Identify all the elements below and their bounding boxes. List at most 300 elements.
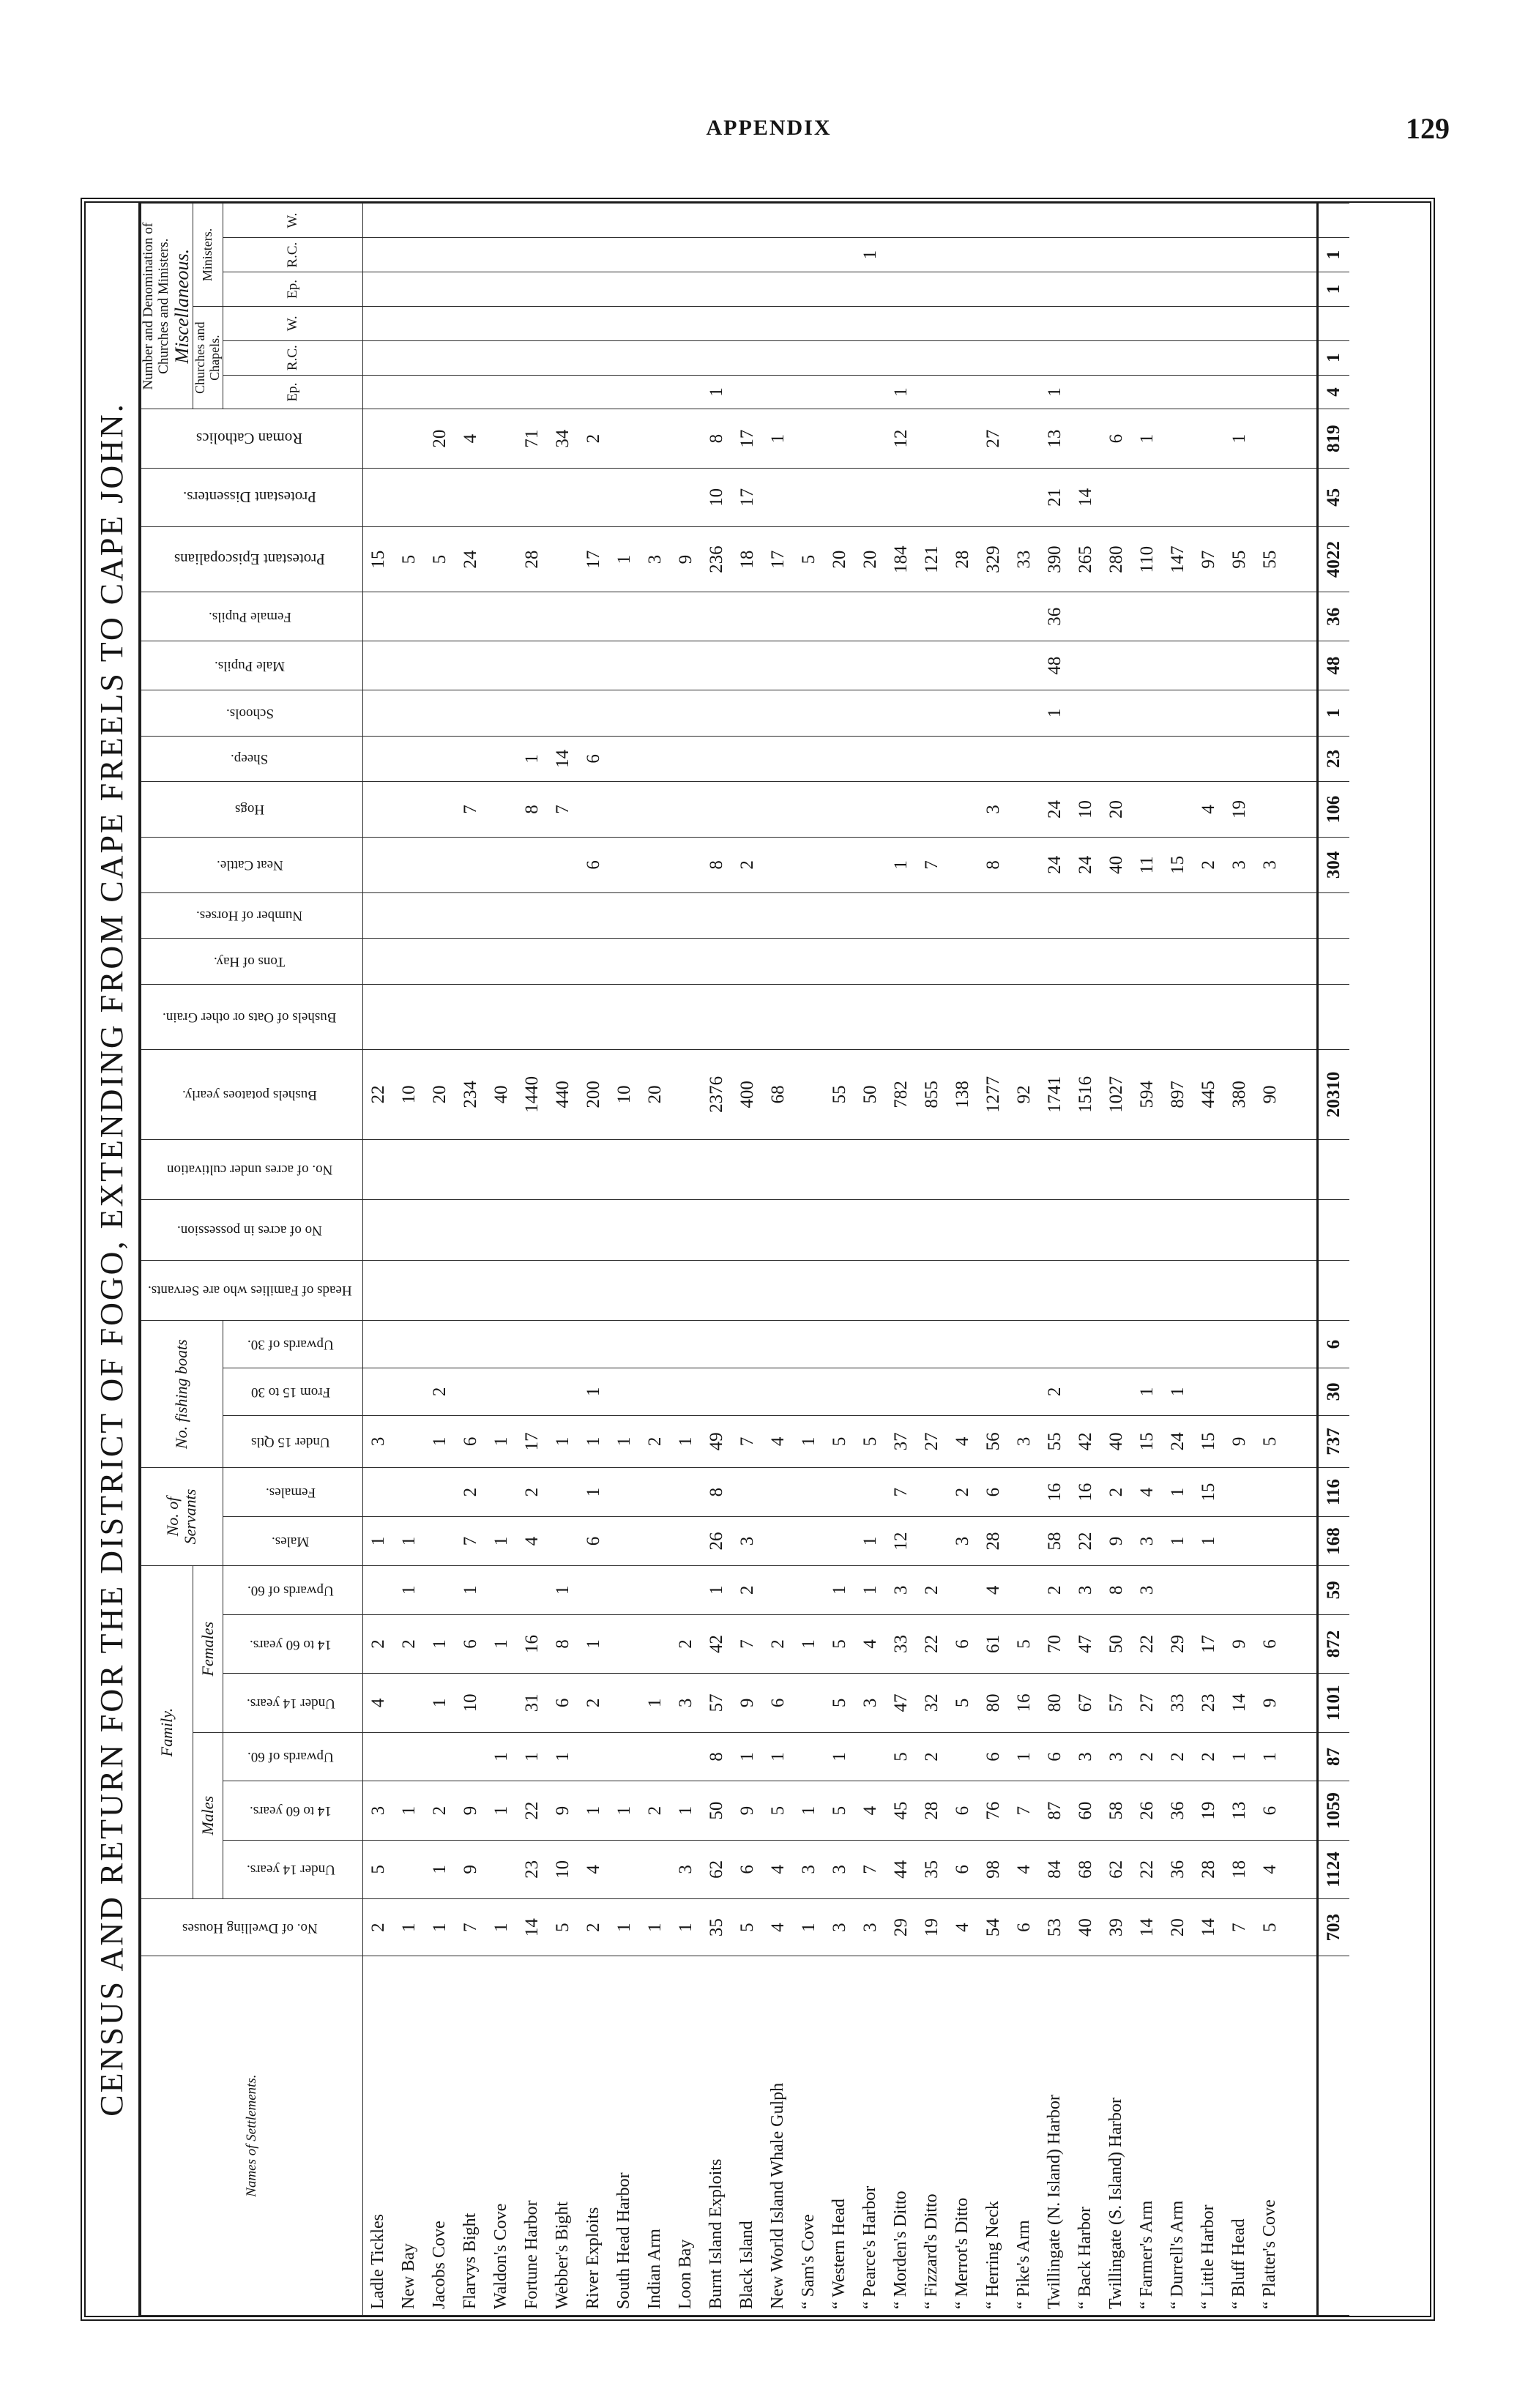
- cell-total-mo: 87: [1317, 1732, 1349, 1781]
- cell-fo: [640, 1565, 671, 1614]
- cell-fo: 3: [1070, 1565, 1101, 1614]
- cell-hor: [517, 892, 548, 938]
- cell-sch: [1009, 690, 1040, 736]
- cell-fo: [947, 1565, 978, 1614]
- cell-shp: [671, 736, 701, 781]
- cell-oat: [1101, 984, 1132, 1049]
- cell-pd: [1132, 468, 1163, 526]
- cell-mep: [548, 272, 578, 307]
- cell-mrc: [1101, 238, 1132, 272]
- cell-ap: [732, 1200, 763, 1261]
- cell-cep: 1: [701, 375, 732, 409]
- cell-cep: [1193, 375, 1224, 409]
- cell-shp: [1101, 736, 1132, 781]
- cell-fo: 1: [394, 1565, 425, 1614]
- running-head: [88, 112, 1450, 160]
- cell-ap: [362, 1200, 394, 1261]
- cell-pot: 400: [732, 1049, 763, 1139]
- cell-rcat: [1255, 409, 1286, 468]
- cell-mep: [1101, 272, 1132, 307]
- cell-shp: [917, 736, 947, 781]
- cell-mep: [671, 272, 701, 307]
- cell-hor: [609, 892, 640, 938]
- cell-sch: [394, 690, 425, 736]
- cell-hay: [362, 939, 394, 984]
- cell-sf: 6: [978, 1468, 1009, 1517]
- cell-sm: 26: [701, 1517, 732, 1566]
- cell-oat: [548, 984, 578, 1049]
- cell-sm: 1: [394, 1517, 425, 1566]
- cell-mrc: [1224, 238, 1255, 272]
- cell-mm: 6: [1255, 1781, 1286, 1840]
- header-male-14to60: 14 to 60 years.: [223, 1781, 362, 1840]
- cell-total-mrc: 1: [1317, 238, 1349, 272]
- cell-b1: 2: [640, 1415, 671, 1467]
- cell-b3: [1009, 1321, 1040, 1368]
- cell-mep: [455, 272, 486, 307]
- cell-rcat: 8: [701, 409, 732, 468]
- cell-pot: 68: [763, 1049, 794, 1139]
- cell-pot: 594: [1132, 1049, 1163, 1139]
- cell-cat: [824, 837, 855, 892]
- running-title: APPENDIX: [706, 116, 832, 140]
- cell-sch: [1224, 690, 1255, 736]
- cell-sch: [947, 690, 978, 736]
- cell-settlement-name: Burnt Island Exploits: [701, 1956, 732, 2316]
- cell-ac: [947, 1139, 978, 1200]
- cell-mrc: [1070, 238, 1101, 272]
- cell-b1: 5: [1255, 1415, 1286, 1467]
- cell-sch: [425, 690, 455, 736]
- cell-fm: 16: [517, 1614, 548, 1673]
- cell-fu: 9: [1255, 1674, 1286, 1732]
- cell-pot: 1516: [1070, 1049, 1101, 1139]
- cell-mrc: [455, 238, 486, 272]
- cell-pd: [794, 468, 824, 526]
- cell-hor: [763, 892, 794, 938]
- cell-cw: [1255, 306, 1286, 340]
- cell-cat: 7: [917, 837, 947, 892]
- cell-fm: 1: [486, 1614, 517, 1673]
- cell-pd: [1009, 468, 1040, 526]
- cell-oat: [763, 984, 794, 1049]
- cell-hor: [732, 892, 763, 938]
- cell-b1: 3: [362, 1415, 394, 1467]
- separator-cell: [1286, 1321, 1318, 1368]
- cell-fo: [671, 1565, 701, 1614]
- cell-mep: [1193, 272, 1224, 307]
- cell-ep: 5: [794, 527, 824, 592]
- cell-cep: [671, 375, 701, 409]
- cell-crc: [394, 340, 425, 375]
- cell-mp: [1163, 641, 1193, 690]
- cell-rcat: [1163, 409, 1193, 468]
- cell-crc: [640, 340, 671, 375]
- cell-mo: 1: [763, 1732, 794, 1781]
- cell-hor: [1163, 892, 1193, 938]
- cell-total-ep: 4022: [1317, 527, 1349, 592]
- separator-cell: [1286, 1200, 1318, 1261]
- cell-total-hs: [1317, 1260, 1349, 1321]
- cell-shp: [609, 736, 640, 781]
- cell-mu: 35: [917, 1840, 947, 1898]
- cell-mm: 7: [1009, 1781, 1040, 1840]
- cell-d: 1: [794, 1899, 824, 1956]
- cell-oat: [1255, 984, 1286, 1049]
- cell-shp: [362, 736, 394, 781]
- cell-cat: [1009, 837, 1040, 892]
- cell-hor: [362, 892, 394, 938]
- cell-mm: 13: [1224, 1781, 1255, 1840]
- cell-mep: [732, 272, 763, 307]
- cell-total-hor: [1317, 892, 1349, 938]
- cell-sf: 1: [578, 1468, 609, 1517]
- cell-mo: 1: [548, 1732, 578, 1781]
- cell-crc: [1101, 340, 1132, 375]
- separator-cell: [1286, 375, 1318, 409]
- cell-settlement-name: “ Durrell's Arm: [1163, 1956, 1193, 2316]
- cell-cw: [394, 306, 425, 340]
- census-table-frame: [81, 198, 1435, 2321]
- cell-mp: [824, 641, 855, 690]
- cell-settlement-name: “ Sam's Cove: [794, 1956, 824, 2316]
- cell-settlement-name: South Head Harbor: [609, 1956, 640, 2316]
- cell-fm: 4: [855, 1614, 886, 1673]
- cell-ac: [609, 1139, 640, 1200]
- cell-mo: [609, 1732, 640, 1781]
- cell-cat: [947, 837, 978, 892]
- cell-cw: [362, 306, 394, 340]
- cell-sm: 1: [1163, 1517, 1193, 1566]
- table-row: [1070, 204, 1101, 2316]
- cell-mp: [578, 641, 609, 690]
- cell-fo: 1: [855, 1565, 886, 1614]
- cell-d: 20: [1163, 1899, 1193, 1956]
- cell-mm: 1: [394, 1781, 425, 1840]
- cell-pot: 138: [947, 1049, 978, 1139]
- cell-cw: [455, 306, 486, 340]
- cell-mrc: [425, 238, 455, 272]
- cell-oat: [425, 984, 455, 1049]
- cell-hog: [394, 782, 425, 838]
- cell-mw: [455, 204, 486, 238]
- cell-sm: 58: [1040, 1517, 1070, 1566]
- cell-cep: [362, 375, 394, 409]
- cell-cat: 2: [732, 837, 763, 892]
- cell-b2: 1: [1132, 1368, 1163, 1416]
- header-miscellaneous: Miscellaneous.: [171, 248, 193, 364]
- table-row: [671, 204, 701, 2316]
- cell-hor: [824, 892, 855, 938]
- cell-mp: [640, 641, 671, 690]
- cell-cw: [1193, 306, 1224, 340]
- cell-sf: 1: [1163, 1468, 1193, 1517]
- cell-b2: [886, 1368, 917, 1416]
- cell-mp: [794, 641, 824, 690]
- header-male-pupils: Male Pupils.: [141, 641, 363, 690]
- separator-cell: [1286, 306, 1318, 340]
- cell-ep: 97: [1193, 527, 1224, 592]
- cell-rcat: 1: [1132, 409, 1163, 468]
- cell-cep: [1255, 375, 1286, 409]
- cell-mep: [978, 272, 1009, 307]
- cell-mw: [763, 204, 794, 238]
- cell-cw: [701, 306, 732, 340]
- cell-mw: [855, 204, 886, 238]
- cell-pot: 234: [455, 1049, 486, 1139]
- cell-b3: [1040, 1321, 1070, 1368]
- cell-fu: 1: [640, 1674, 671, 1732]
- cell-total-crc: 1: [1317, 340, 1349, 375]
- cell-pd: 17: [732, 468, 763, 526]
- cell-crc: [486, 340, 517, 375]
- cell-fm: 22: [917, 1614, 947, 1673]
- cell-settlement-name: Twillingate (N. Island) Harbor: [1040, 1956, 1070, 2316]
- cell-sch: [486, 690, 517, 736]
- cell-cat: [671, 837, 701, 892]
- cell-mw: [548, 204, 578, 238]
- cell-ep: [486, 527, 517, 592]
- cell-pd: [978, 468, 1009, 526]
- cell-cep: [609, 375, 640, 409]
- cell-cw: [886, 306, 917, 340]
- cell-cat: [425, 837, 455, 892]
- cell-b2: [794, 1368, 824, 1416]
- separator-cell: [1286, 1614, 1318, 1673]
- cell-sf: [548, 1468, 578, 1517]
- cell-b1: 15: [1132, 1415, 1163, 1467]
- cell-d: 1: [640, 1899, 671, 1956]
- cell-ap: [947, 1200, 978, 1261]
- cell-d: 19: [917, 1899, 947, 1956]
- cell-rcat: 12: [886, 409, 917, 468]
- cell-hs: [362, 1260, 394, 1321]
- cell-cep: [1163, 375, 1193, 409]
- cell-shp: [394, 736, 425, 781]
- cell-mep: [425, 272, 455, 307]
- cell-mw: [609, 204, 640, 238]
- cell-sf: 2: [947, 1468, 978, 1517]
- cell-b3: [640, 1321, 671, 1368]
- cell-ep: 1: [609, 527, 640, 592]
- cell-fu: 5: [947, 1674, 978, 1732]
- cell-ac: [486, 1139, 517, 1200]
- cell-fm: 6: [1255, 1614, 1286, 1673]
- cell-fp: [978, 592, 1009, 641]
- cell-mo: [947, 1732, 978, 1781]
- cell-mp: [1224, 641, 1255, 690]
- cell-ap: [1101, 1200, 1132, 1261]
- cell-pot: 1741: [1040, 1049, 1070, 1139]
- cell-mep: [824, 272, 855, 307]
- cell-d: 35: [701, 1899, 732, 1956]
- cell-mm: 28: [917, 1781, 947, 1840]
- cell-fu: 32: [917, 1674, 947, 1732]
- table-row: [362, 204, 394, 2316]
- cell-ep: 28: [517, 527, 548, 592]
- cell-oat: [455, 984, 486, 1049]
- cell-fp: 36: [1040, 592, 1070, 641]
- cell-ep: 5: [394, 527, 425, 592]
- page-number: 129: [1406, 112, 1450, 145]
- cell-sm: [1255, 1517, 1286, 1566]
- cell-hor: [1101, 892, 1132, 938]
- cell-b3: [978, 1321, 1009, 1368]
- cell-hog: [763, 782, 794, 838]
- cell-ep: 20: [855, 527, 886, 592]
- cell-ac: [548, 1139, 578, 1200]
- cell-fo: [763, 1565, 794, 1614]
- cell-mp: [978, 641, 1009, 690]
- cell-total-d: 703: [1317, 1899, 1349, 1956]
- cell-d: 40: [1070, 1899, 1101, 1956]
- cell-cep: [640, 375, 671, 409]
- cell-hs: [517, 1260, 548, 1321]
- cell-sf: [1009, 1468, 1040, 1517]
- separator-cell: [1286, 1368, 1318, 1416]
- cell-total-pot: 20310: [1317, 1049, 1349, 1139]
- cell-b3: [794, 1321, 824, 1368]
- cell-cat: [794, 837, 824, 892]
- cell-ap: [517, 1200, 548, 1261]
- cell-ap: [486, 1200, 517, 1261]
- cell-cep: 1: [1040, 375, 1070, 409]
- header-family: Family.: [141, 1565, 193, 1898]
- cell-mu: 36: [1163, 1840, 1193, 1898]
- cell-cw: [486, 306, 517, 340]
- cell-cw: [671, 306, 701, 340]
- cell-b2: [947, 1368, 978, 1416]
- cell-b1: 1: [548, 1415, 578, 1467]
- cell-rcat: 20: [425, 409, 455, 468]
- cell-hor: [578, 892, 609, 938]
- cell-ac: [794, 1139, 824, 1200]
- cell-mo: 5: [886, 1732, 917, 1781]
- cell-fu: 67: [1070, 1674, 1101, 1732]
- cell-settlement-name: Webber's Bight: [548, 1956, 578, 2316]
- cell-fm: 2: [394, 1614, 425, 1673]
- cell-b3: [362, 1321, 394, 1368]
- cell-mp: [1255, 641, 1286, 690]
- cell-hor: [1224, 892, 1255, 938]
- table-row: [947, 204, 978, 2316]
- cell-shp: [886, 736, 917, 781]
- cell-shp: [1255, 736, 1286, 781]
- table-row: [548, 204, 578, 2316]
- cell-mo: 1: [1255, 1732, 1286, 1781]
- cell-d: 7: [455, 1899, 486, 1956]
- cell-pd: [1163, 468, 1193, 526]
- cell-cep: [794, 375, 824, 409]
- cell-total-mm: 1059: [1317, 1781, 1349, 1840]
- cell-cw: [1070, 306, 1101, 340]
- separator-cell: [1286, 1565, 1318, 1614]
- cell-mo: [455, 1732, 486, 1781]
- cell-sf: [486, 1468, 517, 1517]
- cell-mw: [1163, 204, 1193, 238]
- cell-mw: [978, 204, 1009, 238]
- cell-hay: [978, 939, 1009, 984]
- cell-cw: [1163, 306, 1193, 340]
- cell-mrc: [1255, 238, 1286, 272]
- cell-mrc: [732, 238, 763, 272]
- header-catholics: Roman Catholics: [141, 409, 363, 468]
- cell-mm: 2: [425, 1781, 455, 1840]
- cell-hay: [486, 939, 517, 984]
- separator-cell: [1286, 1260, 1318, 1321]
- cell-fm: 1: [425, 1614, 455, 1673]
- cell-mo: [794, 1732, 824, 1781]
- cell-cep: [1009, 375, 1040, 409]
- cell-sch: [517, 690, 548, 736]
- cell-mp: [886, 641, 917, 690]
- cell-shp: [1132, 736, 1163, 781]
- cell-fu: 27: [1132, 1674, 1163, 1732]
- cell-total-shp: 23: [1317, 736, 1349, 781]
- separator-cell: [1286, 736, 1318, 781]
- cell-crc: [425, 340, 455, 375]
- cell-cep: [947, 375, 978, 409]
- cell-mep: [794, 272, 824, 307]
- cell-hs: [763, 1260, 794, 1321]
- cell-mm: 4: [855, 1781, 886, 1840]
- cell-mw: [578, 204, 609, 238]
- cell-pot: 897: [1163, 1049, 1193, 1139]
- cell-ap: [824, 1200, 855, 1261]
- header-minister-ep: Ep.: [223, 272, 362, 307]
- cell-settlement-name: Fortune Harbor: [517, 1956, 548, 2316]
- cell-mep: [701, 272, 732, 307]
- cell-pot: 380: [1224, 1049, 1255, 1139]
- cell-crc: [1040, 340, 1070, 375]
- cell-sm: 1: [1193, 1517, 1224, 1566]
- cell-mw: [1193, 204, 1224, 238]
- cell-fo: [794, 1565, 824, 1614]
- cell-ap: [1070, 1200, 1101, 1261]
- cell-oat: [394, 984, 425, 1049]
- cell-ac: [824, 1139, 855, 1200]
- cell-hay: [824, 939, 855, 984]
- cell-fo: 1: [548, 1565, 578, 1614]
- cell-hs: [855, 1260, 886, 1321]
- cell-ep: 95: [1224, 527, 1255, 592]
- census-table: [141, 203, 1349, 2316]
- cell-hs: [978, 1260, 1009, 1321]
- cell-sch: [671, 690, 701, 736]
- cell-hs: [1224, 1260, 1255, 1321]
- cell-cat: 15: [1163, 837, 1193, 892]
- cell-total-cep: 4: [1317, 375, 1349, 409]
- cell-ac: [640, 1139, 671, 1200]
- cell-mu: 4: [763, 1840, 794, 1898]
- cell-hor: [794, 892, 824, 938]
- cell-mp: [917, 641, 947, 690]
- cell-mu: 4: [578, 1840, 609, 1898]
- cell-fm: 61: [978, 1614, 1009, 1673]
- cell-sf: 2: [1101, 1468, 1132, 1517]
- cell-fp: [671, 592, 701, 641]
- cell-ac: [732, 1139, 763, 1200]
- cell-fu: 5: [824, 1674, 855, 1732]
- cell-ep: 329: [978, 527, 1009, 592]
- cell-fp: [1255, 592, 1286, 641]
- cell-fp: [855, 592, 886, 641]
- cell-total-b2: 30: [1317, 1368, 1349, 1416]
- header-female-under14: Under 14 years.: [223, 1674, 362, 1732]
- cell-mm: 1: [794, 1781, 824, 1840]
- cell-hog: 4: [1193, 782, 1224, 838]
- cell-fo: 1: [701, 1565, 732, 1614]
